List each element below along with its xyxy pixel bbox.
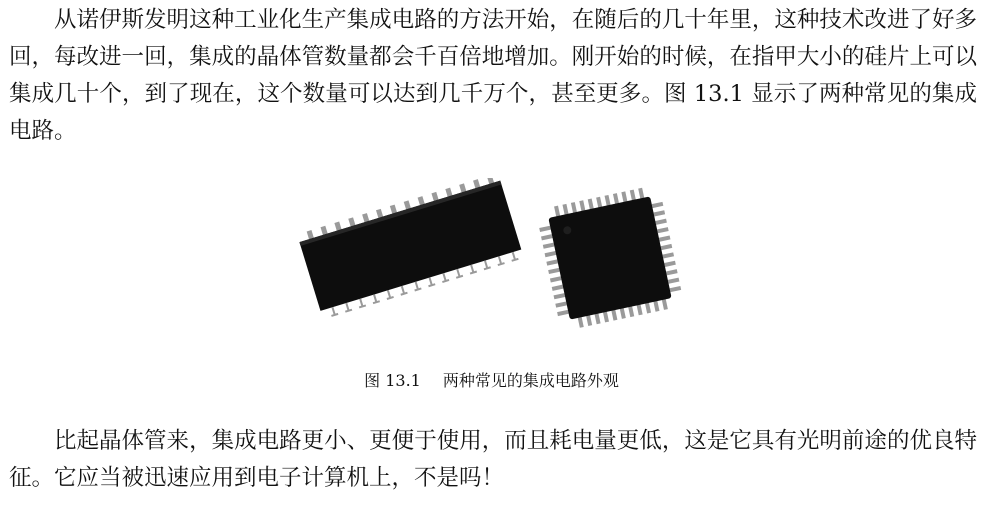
ic-chips-illustration [290, 178, 700, 338]
qfp-pin [539, 226, 551, 232]
qfp-pin [588, 199, 594, 211]
qfp-pin [578, 316, 584, 328]
qfp-pin [645, 302, 651, 314]
qfp-pin [555, 301, 567, 307]
qfp-pin [636, 304, 642, 316]
qfp-pin [668, 278, 680, 284]
qfp-chip-body [548, 196, 671, 319]
qfp-pin [594, 313, 600, 325]
qfp-pin [571, 202, 577, 214]
qfp-pin [611, 309, 617, 321]
figure-caption-text: 两种常见的集成电路外观 [442, 371, 619, 390]
qfp-pin [666, 269, 678, 275]
figure-13-1 [290, 178, 700, 338]
qfp-pin [557, 310, 569, 316]
qfp-pin [659, 236, 671, 242]
qfp-pin [586, 314, 592, 326]
qfp-pin [545, 251, 557, 257]
qfp-chip [535, 184, 684, 331]
qfp-pin [613, 193, 619, 205]
qfp-pin [543, 243, 555, 249]
qfp-pin [562, 204, 568, 216]
qfp-pin [664, 261, 676, 267]
qfp-pin [620, 307, 626, 319]
qfp-pin [579, 200, 585, 212]
qfp-pin [548, 268, 560, 274]
qfp-pin [605, 195, 611, 207]
sop-chip-body [299, 181, 521, 311]
qfp-pin [653, 300, 659, 312]
sop-chip [297, 178, 524, 319]
qfp-pin [662, 252, 674, 258]
qfp-pin [603, 311, 609, 323]
qfp-pin [621, 191, 627, 203]
qfp-pin [541, 234, 553, 240]
qfp-pin [554, 293, 566, 299]
qfp-pin [654, 210, 666, 216]
qfp-pin [550, 276, 562, 282]
qfp-pin [552, 285, 564, 291]
qfp-pin [655, 219, 667, 225]
qfp-pin [662, 298, 668, 310]
paragraph-1: 从诺伊斯发明这种工业化生产集成电路的方法开始，在随后的几十年里，这种技术改进了好多回，每改进一回，集成的晶体管数量都会千百倍地增加。刚开始的时候，在指甲大小的硅片上可以集成几十个，到了现在，这个数量可以达到几千万个，甚至更多。图 13.1 显示了两种常见的集成电路。 [9, 7, 977, 144]
qfp-pin [630, 190, 636, 202]
qfp-pin [546, 259, 558, 265]
qfp-pin [638, 188, 644, 200]
figure-number: 图 13.1 [364, 371, 421, 390]
qfp-pin [554, 206, 560, 218]
figure-caption [0, 370, 983, 392]
qfp-pin [628, 305, 634, 317]
qfp-pin [670, 286, 682, 292]
qfp-pin [657, 227, 669, 233]
qfp-pin [652, 202, 664, 208]
qfp-pin [596, 197, 602, 209]
paragraph-2: 比起晶体管来，集成电路更小、更便于使用，而且耗电量更低，这是它具有光明前途的优良特征。它应当被迅速应用到电子计算机上，不是吗！ [9, 428, 977, 491]
qfp-pin [661, 244, 673, 250]
